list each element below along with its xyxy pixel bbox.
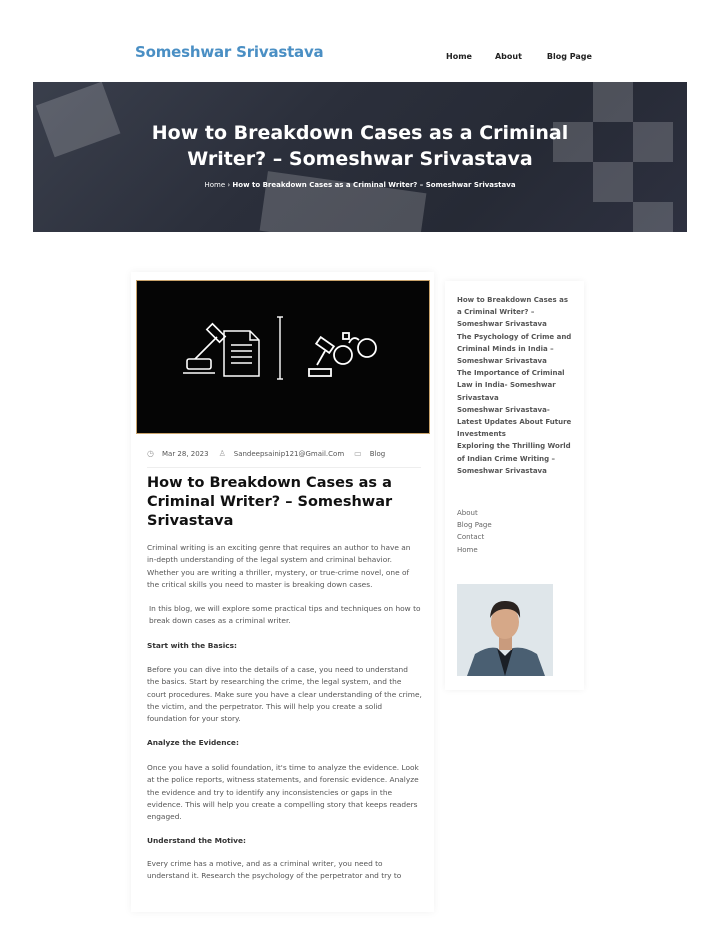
sidebar-pages [457, 507, 492, 556]
nav-home[interactable]: Home [446, 52, 472, 61]
breadcrumb-separator: › [227, 181, 231, 189]
post-paragraph-3: Before you can dive into the details of a case, you need to understand the basics. Start by researching the crime, the legal system, and the court procedures. Make sure you have a clear understanding of the crime, the victim, and the perpetrator. This will help you create a solid foundation for your story. [147, 665, 422, 724]
page-title: How to Breakdown Cases as a Criminal Writer? – Someshwar Srivastava [151, 122, 569, 170]
handcuffs-icon [309, 333, 376, 376]
post-paragraph-2: In this blog, we will explore some practical tips and techniques on how to break down cases as a criminal writer. [149, 604, 421, 626]
post-date[interactable]: Mar 28, 2023 [161, 449, 209, 458]
sidebar-page-home[interactable]: Home [457, 545, 478, 554]
author-photo [457, 584, 553, 676]
featured-image-graphic [137, 281, 431, 435]
post-heading-evidence: Analyze the Evidence: [147, 738, 239, 747]
document-icon [224, 331, 259, 376]
recent-post-link[interactable]: The Importance of Criminal Law in India- Someshwar Srivastava [457, 369, 565, 402]
nav-blog-page[interactable]: Blog Page [546, 52, 592, 61]
divider-line [277, 317, 283, 379]
main-nav [446, 52, 592, 61]
author-photo-graphic [457, 584, 553, 676]
post-author[interactable]: Sandeepsainip121@Gmail.Com [233, 449, 345, 458]
post-heading-basics: Start with the Basics: [147, 641, 237, 650]
nav-about[interactable]: About [494, 52, 522, 61]
hero-banner [33, 82, 687, 232]
meta-divider [147, 467, 421, 468]
recent-posts [457, 294, 575, 477]
recent-post-link[interactable]: The Psychology of Crime and Criminal Minds in India – Someshwar Srivastava [457, 332, 572, 366]
featured-image [136, 280, 430, 434]
recent-post-link[interactable]: How to Breakdown Cases as a Criminal Writer? – Someshwar Srivastava [457, 296, 569, 329]
post-category[interactable]: Blog [369, 449, 386, 458]
site-title[interactable]: Someshwar Srivastava [135, 43, 324, 61]
recent-post-link[interactable]: Someshwar Srivastava- Latest Updates About Future Investments [457, 405, 572, 439]
post-meta [147, 449, 385, 458]
sidebar-page-blog[interactable]: Blog Page [457, 521, 492, 530]
breadcrumb-current: How to Breakdown Cases as a Criminal Writer? – Someshwar Srivastava [232, 181, 516, 189]
user-icon: ♙ [218, 449, 226, 458]
sidebar-page-contact[interactable]: Contact [457, 533, 485, 542]
post-paragraph-5: Every crime has a motive, and as a criminal writer, you need to understand it. Research the psychology of the perpetrator and try to [147, 859, 402, 881]
post-heading-motive: Understand the Motive: [147, 836, 246, 845]
clock-icon: ◷ [147, 449, 154, 458]
breadcrumb [33, 181, 687, 189]
gavel-icon [183, 324, 225, 373]
sidebar-page-about[interactable]: About [457, 509, 478, 517]
post-paragraph-4: Once you have a solid foundation, it's time to analyze the evidence. Look at the police reports, witness statements, and forensic evidence. Analyze the evidence and try to identify any inconsistencies or gaps in the evidence. This will help you create a compelling story that keeps readers engaged. [147, 763, 419, 822]
folder-icon: ▭ [354, 449, 362, 458]
recent-post-link[interactable]: Exploring the Thrilling World of Indian Crime Writing – Someshwar Srivastava [457, 442, 571, 475]
post-paragraph-1: Criminal writing is an exciting genre that requires an author to have an in-depth understanding of the legal system and criminal behavior. Whether you are writing a thriller, mystery, or true-crime novel, one of the critical skills you need to master is breaking down cases. [147, 543, 411, 589]
breadcrumb-home[interactable]: Home [204, 181, 226, 189]
post-title: How to Breakdown Cases as a Criminal Writer? – Someshwar Srivastava [147, 475, 393, 529]
